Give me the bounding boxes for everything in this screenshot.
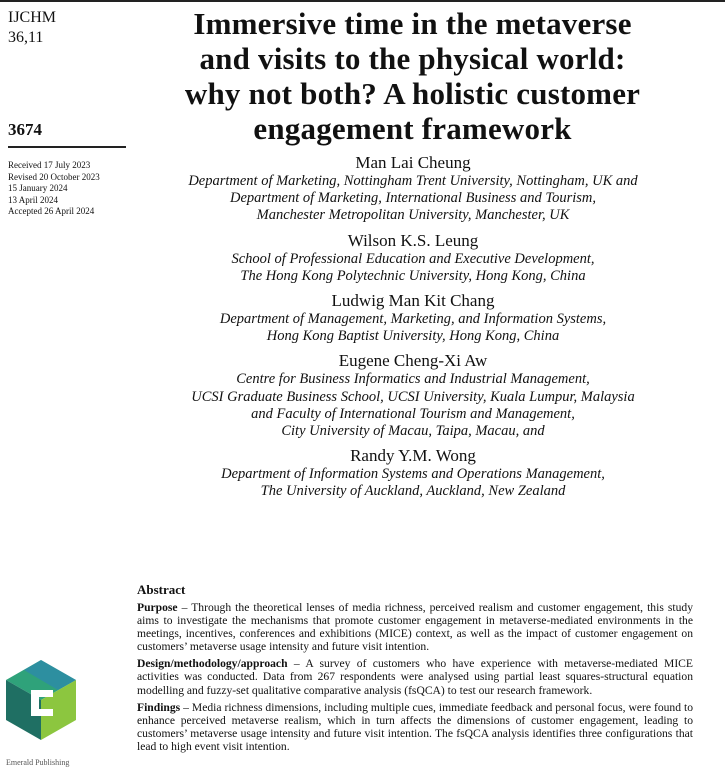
emerald-logo-icon [6,660,76,740]
affiliation-line: Department of Management, Marketing, and Information Systems, [219,311,607,328]
findings-text: – Media richness dimensions, including multiple cues, immediate feedback and personal focus, were found to enhance perceived metaverse realism, which in turn affects the dimensions of customer engagement, leading to customers’ metaverse usage intensity and future visit intention. The fsQCA analysis identifies three configurations that lead to high event visit intention. [137,700,693,753]
affiliation-line: School of Professional Education and Executive Development, [231,250,595,267]
margin-rule [8,146,126,148]
author-affiliation [128,371,698,440]
author-block [128,153,698,225]
affiliation-line: and Faculty of International Tourism and Management, [251,405,575,422]
design-text: – A survey of customers who have experience with metaverse-mediated MICE activities was conducted. Data from 267 respondents were analysed using partial least squares-structural equation modelling and fuzzy-set qualitative comparative analysis (fsQCA) to test our research framework. [137,657,693,697]
revised-date: Revised 20 October 2023 [8,171,100,182]
affiliation-line: Department of Information Systems and Operations Management, [221,466,605,483]
affiliation-line: Department of Marketing, International Business and Tourism, [230,190,596,207]
author-block [128,351,698,440]
abstract-findings [137,701,693,753]
title-line: and visits to the physical world: [199,41,626,76]
author-block [128,291,698,345]
journal-info [8,8,56,48]
publication-dates [8,160,100,218]
affiliation-line: Centre for Business Informatics and Industrial Management, [236,371,590,388]
author-block [128,231,698,285]
author-affiliation [128,311,698,345]
affiliation-line: The University of Auckland, Auckland, New Zealand [260,483,566,500]
abstract [137,582,693,757]
author-name: Wilson K.S. Leung [347,230,479,250]
author-block [128,446,698,500]
page-number: 3674 [8,120,42,139]
author-affiliation [128,251,698,285]
author-name: Eugene Cheng-Xi Aw [338,351,488,371]
findings-label: Findings [137,700,181,714]
design-label: Design/methodology/approach [137,657,288,671]
top-rule [0,0,725,2]
abstract-purpose [137,601,693,653]
purpose-text: – Through the theoretical lenses of media richness, perceived realism and customer engagement, this study aims to investigate the mechanisms that promote customer engagement in metaverse-mediated environments in the meetings, incentives, conferences and exhibitions (MICE) context, as well as the impact of customer engagement on customers’ metaverse usage intensity and future visit intention. [137,601,693,654]
journal-name: IJCHM [8,9,57,26]
affiliation-line: Hong Kong Baptist University, Hong Kong, China [266,328,560,345]
author-list [128,153,698,507]
title-line: why not both? A holistic customer [184,76,641,111]
title-line: Immersive time in the metaverse [193,6,632,41]
received-date: Received 17 July 2023 [8,160,91,170]
affiliation-line: Department of Marketing, Nottingham Trent University, Nottingham, UK and [188,173,638,189]
author-name: Randy Y.M. Wong [350,446,476,466]
journal-volume: 36,11 [8,29,44,46]
affiliation-line: City University of Macau, Taipa, Macau, and [281,423,545,440]
revised-date: 13 April 2024 [8,194,59,205]
abstract-heading: Abstract [137,582,186,597]
paper-title [130,6,695,146]
title-line: engagement framework [253,111,572,146]
affiliation-line: Manchester Metropolitan University, Manchester, UK [256,207,570,224]
author-affiliation [128,466,698,500]
revised-date: 15 January 2024 [8,183,68,193]
abstract-design [137,657,693,696]
purpose-label: Purpose [137,601,178,614]
accepted-date: Accepted 26 April 2024 [8,206,95,216]
affiliation-line: The Hong Kong Polytechnic University, Hong Kong, China [240,267,586,284]
affiliation-line: UCSI Graduate Business School, UCSI University, Kuala Lumpur, Malaysia [191,388,635,405]
author-name: Ludwig Man Kit Chang [331,291,495,311]
author-affiliation [128,173,698,225]
author-name: Man Lai Cheung [355,153,471,172]
publisher-caption: Emerald Publishing [6,758,70,767]
